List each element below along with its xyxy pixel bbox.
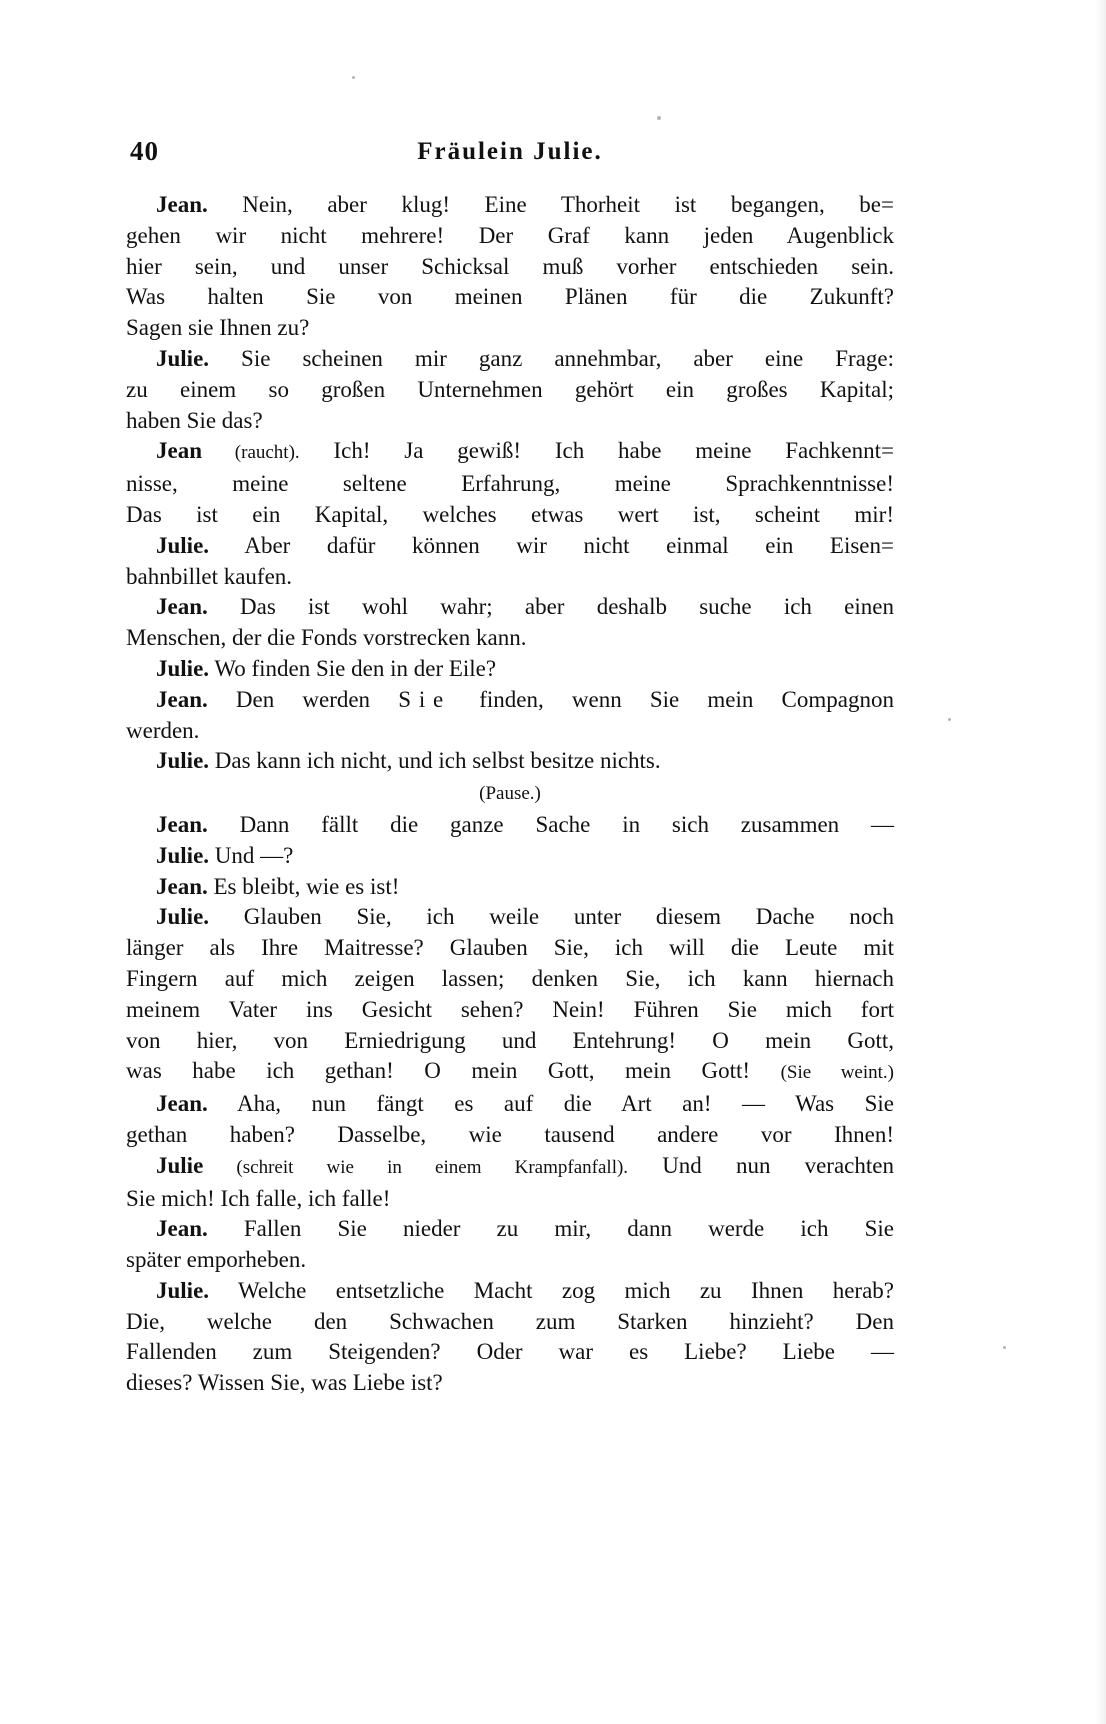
stage-direction: (Sie weint.)	[780, 1062, 894, 1084]
scan-speck	[352, 76, 355, 79]
dialogue-text: Welche entsetzliche Macht zog mich zu Ihnen herab?	[209, 1277, 894, 1303]
text-line	[126, 1276, 894, 1307]
text-line	[126, 1307, 894, 1338]
speaker-name: Jean.	[156, 1091, 208, 1117]
text-line	[126, 872, 894, 903]
text-line	[126, 777, 894, 810]
speaker-name: Julie.	[156, 532, 210, 558]
dialogue-text: Nein, aber klug! Eine Thorheit ist begangen, be=	[207, 192, 894, 217]
dialogue-text: meinem Vater ins Gesicht sehen? Nein! Führen Sie mich fort	[126, 996, 894, 1022]
stage-direction: (raucht).	[202, 442, 300, 464]
speaker-name: Jean.	[156, 686, 208, 712]
dialogue-text: gehen wir nicht mehrere! Der Graf kann jeden Augenblick	[126, 222, 894, 248]
speaker-name: Jean.	[156, 192, 208, 217]
page-header	[126, 136, 894, 170]
speaker-name: Jean.	[156, 811, 208, 837]
text-line	[126, 500, 894, 531]
text-line	[126, 623, 894, 654]
dialogue-text: Fallen Sie nieder zu mir, dann werde ich Sie	[207, 1216, 894, 1242]
dialogue-text: Glauben Sie, ich weile unter diesem Dache noch	[209, 904, 894, 930]
dialogue-text: Das ist wohl wahr; aber deshalb suche ich einen	[207, 594, 894, 620]
text-line	[126, 1026, 894, 1057]
speaker-name: Julie.	[156, 345, 210, 371]
dialogue-text: dieses? Wissen Sie, was Liebe ist?	[126, 1370, 443, 1396]
dialogue-text: Aha, nun fängt es auf die Art an! — Was Sie	[207, 1091, 894, 1117]
dialogue-text: Was halten Sie von meinen Plänen für die Zukunft?	[126, 284, 894, 310]
speaker-name: Jean	[156, 438, 202, 464]
dialogue-text: hier sein, und unser Schicksal muß vorher entschieden sein.	[126, 253, 894, 279]
text-line	[126, 1184, 894, 1215]
dialogue-text: Sagen sie Ihnen zu?	[126, 315, 310, 341]
scan-speck	[657, 116, 661, 120]
dialogue-text: später emporheben.	[126, 1247, 307, 1273]
speaker-name: Julie.	[156, 748, 210, 774]
text-line	[126, 406, 894, 437]
text-line	[126, 592, 894, 623]
text-line	[126, 810, 894, 841]
text-line	[126, 282, 894, 313]
text-line	[126, 841, 894, 872]
scan-speck	[1003, 1346, 1006, 1349]
text-line	[126, 1214, 894, 1245]
dialogue-text: Wo finden Sie den in der Eile?	[209, 655, 497, 681]
stage-direction: (schreit wie in einem Krampfanfall).	[203, 1156, 629, 1178]
dialogue-text: werden.	[126, 717, 200, 743]
dialogue-text: Dann fällt die ganze Sache in sich zusammen —	[207, 811, 894, 837]
dialogue-text: Sie scheinen mir ganz annehmbar, aber eine Frage:	[209, 345, 894, 371]
dialogue-text: Sie mich! Ich falle, ich falle!	[126, 1185, 391, 1211]
dialogue-text: haben Sie das?	[126, 407, 263, 433]
dialogue-text: Und nun verachten	[628, 1152, 894, 1178]
text-line	[126, 1056, 894, 1089]
speaker-name: Julie.	[156, 1277, 210, 1303]
dialogue-text: gethan haben? Dasselbe, wie tausend andere vor Ihnen!	[126, 1121, 894, 1147]
text-line	[126, 1368, 894, 1399]
dialogue-text: Es bleibt, wie es ist!	[207, 873, 400, 899]
text-block	[126, 190, 894, 1399]
text-line	[126, 1120, 894, 1151]
dialogue-text: nisse, meine seltene Erfahrung, meine Sprachkenntnisse!	[126, 471, 894, 497]
dialogue-text: Fingern auf mich zeigen lassen; denken Sie, ich kann hiernach	[126, 965, 894, 991]
text-line	[126, 190, 894, 221]
text-line	[126, 375, 894, 406]
text-line	[126, 933, 894, 964]
dialogue-text: Ich! Ja gewiß! Ich habe meine Fachkennt=	[299, 438, 894, 464]
dialogue-text: Das kann ich nicht, und ich selbst besitze nichts.	[209, 748, 661, 774]
dialogue-text: was habe ich gethan! O mein Gott, mein Gott!	[126, 1058, 781, 1084]
dialogue-text: Und —?	[209, 842, 294, 868]
dialogue-text: Menschen, der die Fonds vorstrecken kann.	[126, 625, 527, 651]
dialogue-text: länger als Ihre Maitresse? Glauben Sie, ich will die Leute mit	[126, 935, 894, 961]
text-line	[126, 964, 894, 995]
speaker-name: Julie	[156, 1152, 204, 1178]
text-line	[126, 562, 894, 593]
text-line	[126, 1089, 894, 1120]
text-line	[126, 313, 894, 344]
text-line	[126, 995, 894, 1026]
text-line	[126, 436, 894, 469]
page-edge-shadow	[1096, 0, 1106, 1724]
dialogue-text: Aber dafür können wir nicht einmal ein Eisen=	[209, 532, 894, 558]
dialogue-text: zu einem so großen Unternehmen gehört ein großes Kapital;	[126, 376, 894, 402]
text-line	[126, 902, 894, 933]
speaker-name: Jean.	[156, 1216, 208, 1242]
text-line	[126, 531, 894, 562]
speaker-name: Jean.	[156, 873, 208, 899]
scan-speck	[948, 718, 951, 721]
text-line	[126, 252, 894, 283]
text-line	[126, 716, 894, 747]
stage-direction: (Pause.)	[479, 783, 541, 805]
text-line	[126, 1337, 894, 1368]
text-line	[126, 469, 894, 500]
text-line	[126, 746, 894, 777]
dialogue-text: von hier, von Erniedrigung und Entehrung! O mein Gott,	[126, 1027, 894, 1053]
text-line	[126, 685, 894, 716]
dialogue-text: Sie	[398, 686, 452, 712]
text-line	[126, 1151, 894, 1184]
dialogue-text: Die, welche den Schwachen zum Starken hinzieht? Den	[126, 1308, 894, 1334]
text-line	[126, 344, 894, 375]
speaker-name: Julie.	[156, 904, 210, 930]
dialogue-text: Fallenden zum Steigenden? Oder war es Liebe? Liebe —	[126, 1339, 894, 1365]
text-line	[126, 654, 894, 685]
speaker-name: Julie.	[156, 655, 210, 681]
speaker-name: Jean.	[156, 594, 208, 620]
dialogue-text: finden, wenn Sie mein Compagnon	[451, 686, 894, 712]
running-title: Fräulein Julie.	[417, 138, 603, 165]
text-line	[126, 221, 894, 252]
text-line	[126, 1245, 894, 1276]
page-number: 40	[130, 136, 159, 166]
dialogue-text: Das ist ein Kapital, welches etwas wert ist, scheint mir!	[126, 501, 894, 527]
speaker-name: Julie.	[156, 842, 210, 868]
dialogue-text: bahnbillet kaufen.	[126, 563, 293, 589]
dialogue-text: Den werden	[207, 686, 399, 712]
